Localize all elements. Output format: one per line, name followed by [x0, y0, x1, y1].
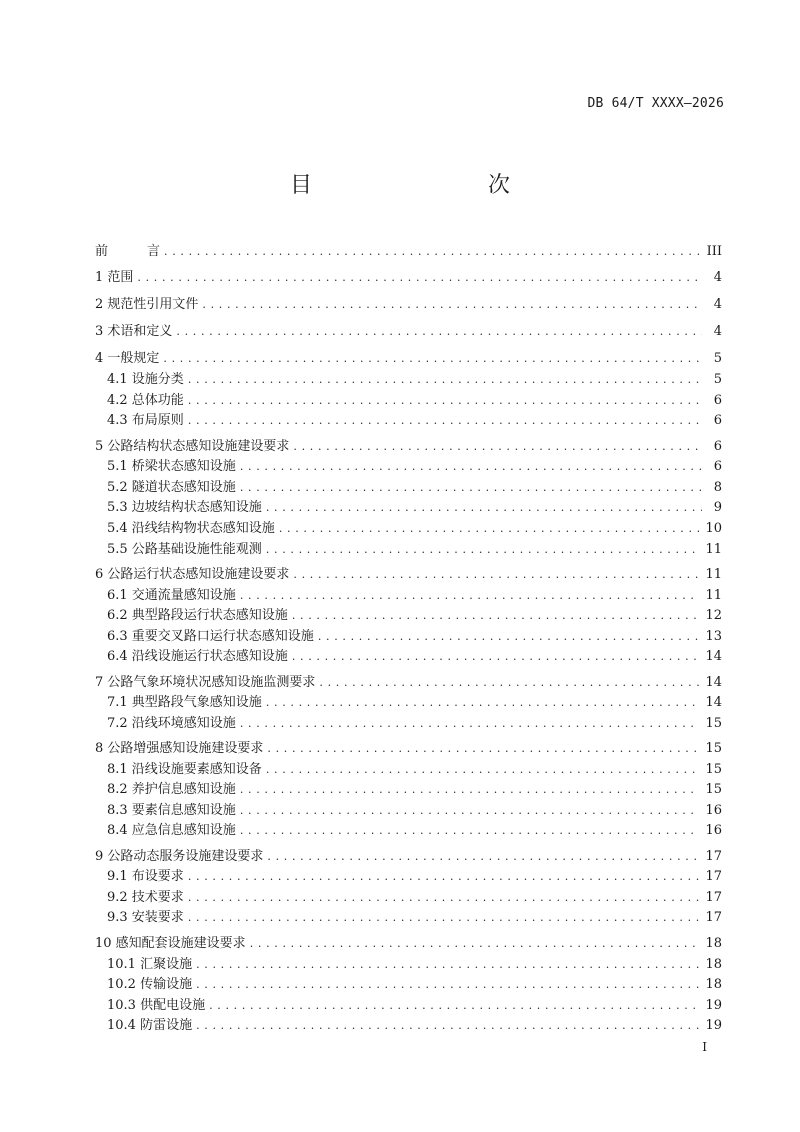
toc-entry-page: 18: [705, 936, 722, 951]
toc-entry[interactable]: [107, 780, 722, 800]
toc-dot-leader: [267, 847, 699, 867]
toc-dot-leader: [202, 295, 702, 315]
toc-entry-label: 4 一般规定: [95, 351, 160, 366]
toc-entry-page: III: [706, 244, 722, 259]
toc-entry-label: 8 公路增强感知设施建设要求: [95, 741, 264, 756]
toc-entry-page: 17: [705, 890, 722, 905]
toc-dot-leader: [137, 268, 702, 288]
toc-entry[interactable]: [95, 349, 722, 369]
toc-entry-page: 13: [705, 629, 722, 644]
toc-entry-label: 6 公路运行状态感知设施建设要求: [95, 567, 290, 582]
toc-entry[interactable]: [95, 934, 722, 954]
toc-dot-leader: [196, 955, 699, 975]
toc-entry-label: 10.1 汇聚设施: [107, 957, 193, 972]
toc-entry-label: 4.2 总体功能: [107, 393, 184, 408]
toc-dot-leader: [240, 780, 700, 800]
toc-entry-page: 17: [705, 869, 722, 884]
toc-entry[interactable]: [107, 627, 722, 647]
toc-dot-leader: [164, 242, 701, 262]
toc-dot-leader: [196, 975, 699, 995]
toc-entry-page: 15: [705, 762, 722, 777]
toc-entry-label: 3 术语和定义: [95, 324, 173, 339]
toc-entry[interactable]: [107, 821, 722, 841]
toc-entry[interactable]: [107, 955, 722, 975]
toc-entry[interactable]: [95, 565, 722, 585]
toc-entry-page: 5: [713, 372, 722, 387]
toc-entry[interactable]: [107, 760, 722, 780]
toc-dot-leader: [188, 888, 700, 908]
toc-entry-label: 5 公路结构状态感知设施建设要求: [95, 439, 290, 454]
toc-entry[interactable]: [107, 411, 722, 431]
toc-entry-page: 16: [705, 823, 722, 838]
toc-entry-label: 9.1 布设要求: [107, 869, 184, 884]
toc-entry-label: 6.4 沿线设施运行状态感知设施: [107, 649, 288, 664]
toc-entry[interactable]: [95, 242, 722, 262]
toc-entry-label: 8.2 养护信息感知设施: [107, 782, 236, 797]
toc-entry[interactable]: [107, 714, 722, 734]
toc-entry-page: 6: [713, 413, 722, 428]
toc-entry-label: 6.2 典型路段运行状态感知设施: [107, 608, 288, 623]
toc-entry[interactable]: [107, 867, 722, 887]
toc-entry[interactable]: [95, 673, 722, 693]
toc-entry[interactable]: [107, 457, 722, 477]
doc-code: DB 64/T XXXX—2026: [587, 96, 724, 111]
toc-entry-page: 19: [705, 1018, 722, 1033]
page-title: 目 次: [289, 173, 554, 198]
toc-entry-label: 前 言: [95, 244, 161, 259]
toc-entry-label: 8.4 应急信息感知设施: [107, 823, 236, 838]
toc-entry-page: 15: [705, 716, 722, 731]
toc-dot-leader: [250, 934, 700, 954]
toc-dot-leader: [240, 821, 700, 841]
toc-entry-label: 5.4 沿线结构物状态感知设施: [107, 521, 275, 536]
toc-entry-label: 8.3 要素信息感知设施: [107, 803, 236, 818]
toc-entry-page: 4: [713, 324, 722, 339]
toc-entry-label: 9.2 技术要求: [107, 890, 184, 905]
toc-entry-page: 18: [705, 957, 722, 972]
toc-dot-leader: [240, 714, 700, 734]
toc-entry-label: 4.3 布局原则: [107, 413, 184, 428]
toc-entry-label: 8.1 沿线设施要素感知设备: [107, 762, 262, 777]
toc-entry-page: 9: [713, 500, 722, 515]
toc-entry-label: 9 公路动态服务设施建设要求: [95, 849, 264, 864]
toc-dot-leader: [209, 996, 699, 1016]
toc-dot-leader: [266, 760, 700, 780]
toc-dot-leader: [292, 647, 700, 667]
toc-entry[interactable]: [107, 975, 722, 995]
toc-dot-leader: [293, 565, 699, 585]
page-number: I: [702, 1040, 707, 1054]
toc-entry[interactable]: [107, 519, 722, 539]
toc-entry-label: 6.1 交通流量感知设施: [107, 588, 236, 603]
toc-entry-label: 5.3 边坡结构状态感知设施: [107, 500, 262, 515]
toc-entry[interactable]: [107, 498, 722, 518]
toc-dot-leader: [266, 540, 700, 560]
toc-entry-page: 10: [705, 521, 722, 536]
toc-entry-page: 4: [713, 297, 722, 312]
toc-entry-page: 18: [705, 977, 722, 992]
toc-dot-leader: [196, 1016, 699, 1036]
toc-entry-page: 11: [705, 588, 722, 603]
toc-dot-leader: [318, 627, 700, 647]
toc-entry-label: 7.2 沿线环境感知设施: [107, 716, 236, 731]
toc-dot-leader: [267, 739, 699, 759]
toc-dot-leader: [188, 867, 700, 887]
toc-dot-leader: [240, 586, 700, 606]
toc-entry[interactable]: [107, 647, 722, 667]
toc-entry[interactable]: [107, 801, 722, 821]
toc-entry-page: 6: [713, 439, 722, 454]
toc-entry[interactable]: [95, 268, 722, 288]
toc-entry-page: 17: [705, 849, 722, 864]
toc-entry[interactable]: [95, 847, 722, 867]
toc-entry-label: 10.4 防雷设施: [107, 1018, 193, 1033]
toc-entry[interactable]: [95, 739, 722, 759]
toc-dot-leader: [319, 673, 699, 693]
toc-entry-label: 9.3 安装要求: [107, 910, 184, 925]
toc-entry-label: 6.3 重要交叉路口运行状态感知设施: [107, 629, 314, 644]
toc-dot-leader: [279, 519, 700, 539]
toc-entry[interactable]: [107, 540, 722, 560]
toc-entry-page: 5: [713, 351, 722, 366]
toc-entry-page: 6: [713, 459, 722, 474]
toc-entry[interactable]: [107, 606, 722, 626]
toc-entry[interactable]: [107, 908, 722, 928]
toc-entry-label: 2 规范性引用文件: [95, 297, 199, 312]
toc-dot-leader: [292, 606, 700, 626]
toc-dot-leader: [266, 693, 700, 713]
toc-entry-page: 11: [705, 542, 722, 557]
toc-entry[interactable]: [107, 693, 722, 713]
toc-entry[interactable]: [107, 478, 722, 498]
toc-entry-page: 6: [713, 393, 722, 408]
toc-dot-leader: [240, 478, 702, 498]
toc-entry-page: 17: [705, 910, 722, 925]
toc-entry-label: 5.2 隧道状态感知设施: [107, 480, 236, 495]
toc-dot-leader: [266, 498, 702, 518]
toc-entry-label: 5.5 公路基础设施性能观测: [107, 542, 262, 557]
toc-dot-leader: [188, 908, 700, 928]
toc-entry-label: 7.1 典型路段气象感知设施: [107, 695, 262, 710]
toc-entry-label: 7 公路气象环境状况感知设施监测要求: [95, 675, 316, 690]
toc-entry[interactable]: [107, 370, 722, 390]
toc-dot-leader: [163, 349, 702, 369]
toc-dot-leader: [188, 391, 702, 411]
toc-entry-page: 14: [705, 695, 722, 710]
toc-entry[interactable]: [95, 322, 722, 342]
toc-dot-leader: [188, 370, 702, 390]
toc-entry-label: 4.1 设施分类: [107, 372, 184, 387]
toc-entry-page: 16: [705, 803, 722, 818]
toc-dot-leader: [240, 801, 700, 821]
toc-entry-page: 4: [713, 270, 722, 285]
toc-dot-leader: [188, 411, 702, 431]
toc-entry-label: 5.1 桥梁状态感知设施: [107, 459, 236, 474]
toc-entry-page: 12: [705, 608, 722, 623]
toc-entry[interactable]: [95, 437, 722, 457]
toc-entry[interactable]: [107, 391, 722, 411]
toc-dot-leader: [240, 457, 702, 477]
toc-entry-label: 10 感知配套设施建设要求: [95, 936, 246, 951]
toc-dot-leader: [293, 437, 702, 457]
toc-entry-label: 1 范围: [95, 270, 134, 285]
toc-entry-page: 14: [705, 675, 722, 690]
toc-entry[interactable]: [95, 295, 722, 315]
toc-entry[interactable]: [107, 586, 722, 606]
toc-entry-page: 8: [713, 480, 722, 495]
toc-entry-page: 15: [705, 782, 722, 797]
toc-entry-page: 19: [705, 998, 722, 1013]
toc-entry[interactable]: [107, 996, 722, 1016]
toc-entry-label: 10.3 供配电设施: [107, 998, 206, 1013]
toc-entry-page: 15: [705, 741, 722, 756]
toc-entry[interactable]: [107, 888, 722, 908]
toc-dot-leader: [176, 322, 702, 342]
toc-entry[interactable]: [107, 1016, 722, 1036]
toc-entry-label: 10.2 传输设施: [107, 977, 193, 992]
toc-entry-page: 14: [705, 649, 722, 664]
toc-entry-page: 11: [705, 567, 722, 582]
